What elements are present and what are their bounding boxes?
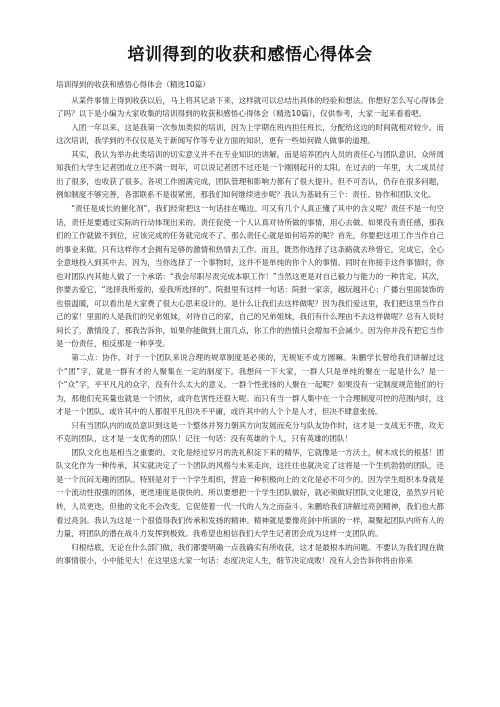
- paragraph-responsibility: “责任是成长的催化剂”，我们经常把这一句话挂在嘴边。可又有几个人真正懂了其中的含义呢？责任不是一句空话，责任是要通过实际的行动体现出来的。责任促使一个人认真对待所做的事情，用心去做。如果没有责任感，那我们的工作就做不到位，应该完成的任务就完成不了。那么责任心就是如何培养的呢？首先，你要把这项工作当作自己的事业来做。只有这样你才会拥有足够的激情和热情去工作。而且，既然你选择了这条路就去珍惜它，完成它，全心全意地投入到其中去。因为，当你选择了一个事物时，这并不是单纯的你个人的事情。同时在你接手这件事情时，你也对团队内其他人做了一个承诺：“我会尽职尽责完成本职工作！”当然这更是对自己毅力与能力的一种肯定。其次，你要去爱它，“选择我所爱的，爱我所选择的”。院报里有这样一句话：院报一家亲，越玩越开心；广播台里面装饰的也很温暖，可以看出是大家费了很大心思来设计的。是什么让我们去这样做呢？因为我们爱这里，我们把这里当作自己的家！里面的人是我们的兄弟姐妹，对待自己的家，自己的兄弟姐妹，我们有什么理由不去这样做呢？总有人说时间长了，激情没了，那我告诉你，如果你能做到上面几点，你工作的热情只会增加不会减少。因为你并没有把它当作是一份责任，相反那是一种享受。: [56, 203, 444, 349]
- document-body: [56, 94, 444, 568]
- paragraph-collaboration: 第二点：协作。对于一个团队来说合理的规章制度是必须的，无规矩不成方圆嘛。朱鹏学长曾给我们讲解过这个“团”字，就是一群有才的人聚集在一定的制度下。我想问一下大家，一群人只是单纯的聚在一起是什么？是一个“众”字，平平凡凡的众字，没有什么太大的意义。一群个性张扬的人聚在一起呢？如果没有一定制度规范他们的行为，那他们充其量也就是一个团伙，或许危害性还很大呢。而只有当一群人集中在一个合理制度可控的范围内时，这才是一个团队。或许其中的人都很平凡但决不平庸，或许其中的人个个是人才，但决不肆意张扬。: [56, 352, 444, 417]
- paragraph-responsibility-intro: 其实，我认为举办此类培训的切实意义并不在专业知识的讲解，而是培养团内人员的责任心与团队意识。众所周知我们大学生记者团成立还不满一周年，可以说记者团不过还是一个刚刚起升的太阳。在过去的一年里，大二成员付出了很多，也收获了很多。各项工作圆满完成，团队管理和影响力都有了很大提升。但不可否认，仍存在很多问题，例如制度不够完善，各部联系不是很紧密，那我们如何继续进步呢？我认为基础有三个：责任、协作和团队文化。: [56, 149, 444, 200]
- paragraph-training-experience: 入团一年以来，这是我第一次参加类似的培训，因为上学期在班内担任班长，分配给这边的时间就相对较少。而这次培训，我学到的不仅仅是关于新闻写作等专业方面的知识，更有一些如何做人做事的道理。: [56, 122, 444, 146]
- paragraph-team-culture: 团队文化也是相当之重要的。文化是经过岁月的洗礼积淀下来的精华，它就像是一方沃土，树木成长的根基！团队文化作为一种传承，其实就决定了一个团队的风格与未来走向，这往往也就决定了这将是一个生机勃勃的团队，还是一个沉闷无趣的团队。特别是对于一个学生组织，营造一种积极向上的文化是必不可少的。因为学生组织本身就是一个流动性很强的团体，更迭速度是很快的。所以要想把一个学生团队做好，就必须做好团队文化建设，虽然岁月轮转，人员更迭，但他的文化不会改变，它促使着一代一代的人为之而奋斗。朱鹏给我们讲解过亮剑精神，我们也大都看过亮剑。我认为这是一个很值得我们传承和发扬的精神。精神就是要像亮剑中所演的一样，凝聚起团队内所有人的力量，将团队的潜在战斗力发挥到极致。我希望也相信我们大学生记者团会成为这样一支团队的。: [56, 447, 444, 539]
- paragraph-team-spirit: 只有当团队内的成员意识到这是一个整体并努力朝其方向发展而充分与队友协作时，这才是一支战无不胜，攻无不克的团队，这才是一支优秀的团队！记住一句话：没有英雄的个人，只有英雄的团队！: [56, 420, 444, 444]
- paragraph-conclusion: 归根结底，无论在什么部门做，我们都要明确一点我确实有所收获，这才是最根本的问题。不要认为我们现在做的事情很小，小中能见大！在这里送大家一句话：态度决定人生，细节决定成败！没有人会告诉你将由你来: [56, 542, 444, 566]
- page-title: 培训得到的收获和感悟心得体会: [127, 45, 373, 65]
- document-subtitle: 培训得到的收获和感悟心得体会（精选10篇）: [56, 80, 210, 89]
- paragraph-intro: 从某件事情上得到收获以后，马上将其记录下来，这样就可以总结出具体的经验和想法。你想好怎么写心得体会了吗？以下是小编为大家收集的培训得到的收获和感悟心得体会（精选10篇），仅供参考，大家一起来看看吧。: [56, 95, 444, 119]
